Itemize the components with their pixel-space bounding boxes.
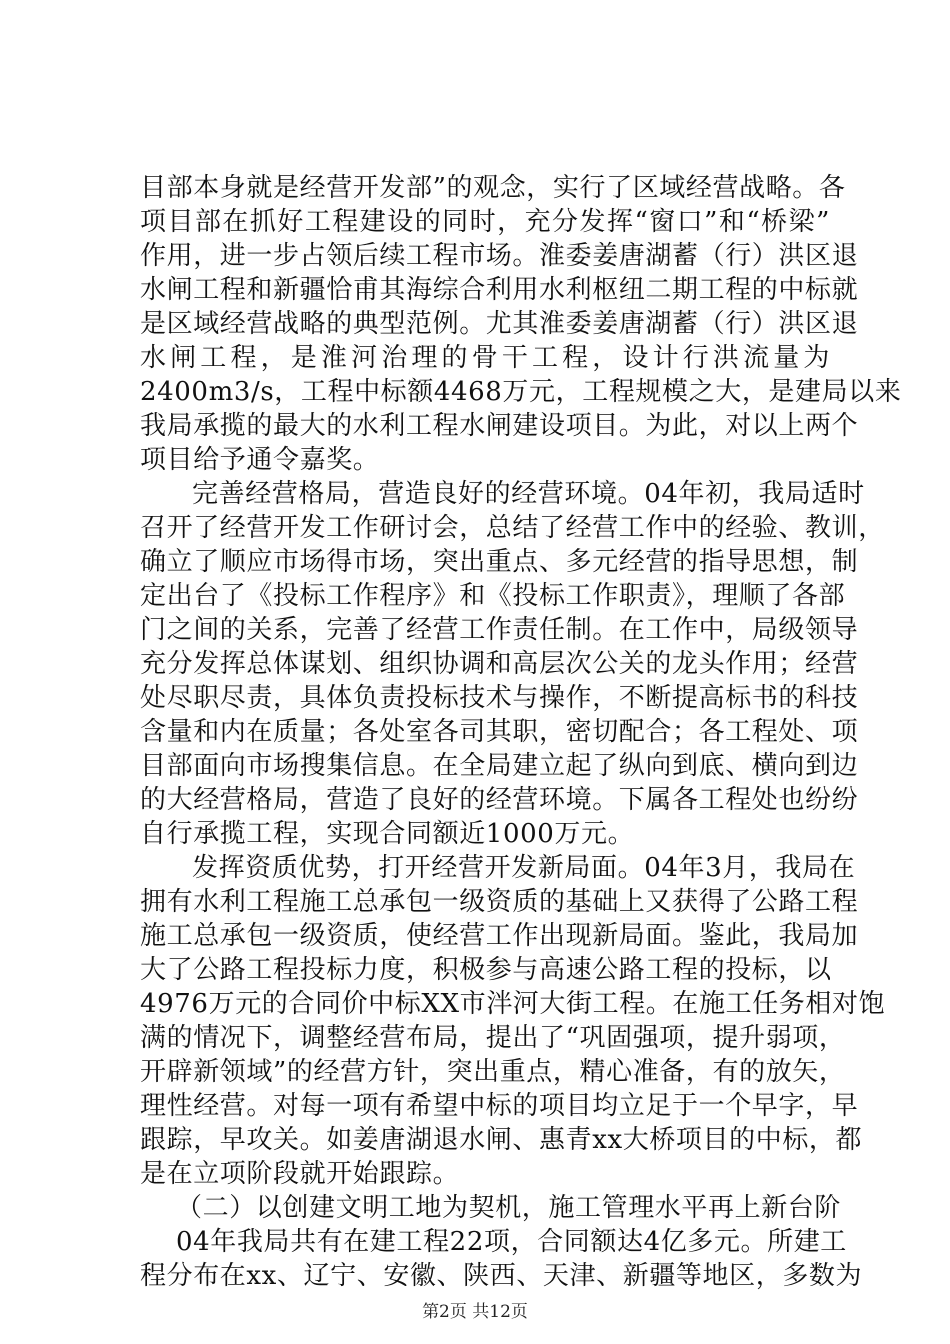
paragraph-line: 04年我局共有在建工程22项，合同额达4亿多元。所建工 <box>176 1227 847 1257</box>
paragraph-line: 自行承揽工程，实现合同额近1000万元。 <box>140 819 635 849</box>
paragraph-line: 的大经营格局，营造了良好的经营环境。下属各工程处也纷纷 <box>140 785 859 815</box>
paragraph-line: 理性经营。对每一项有希望中标的项目均立足于一个早字，早 <box>140 1091 859 1121</box>
paragraph-line: 充分发挥总体谋划、组织协调和高层次公关的龙头作用；经营 <box>140 649 859 679</box>
paragraph-line: 定出台了《投标工作程序》和《投标工作职责》，理顺了各部 <box>140 581 846 611</box>
paragraph-line: 2400m3/s，工程中标额4468万元，工程规模之大，是建局以来 <box>140 377 902 407</box>
paragraph-line: 作用，进一步占领后续工程市场。淮委姜唐湖蓄（行）洪区退 <box>140 241 859 271</box>
paragraph-line: 开辟新领域”的经营方针，突出重点，精心准备，有的放矢， <box>140 1057 846 1087</box>
paragraph-line: 门之间的关系，完善了经营工作责任制。在工作中，局级领导 <box>140 615 859 645</box>
paragraph-line: 目部面向市场搜集信息。在全局建立起了纵向到底、横向到边 <box>140 751 859 781</box>
paragraph-line: 4976万元的合同价中标XX市泮河大街工程。在施工任务相对饱 <box>140 989 886 1019</box>
paragraph-line: 发挥资质优势，打开经营开发新局面。04年3月，我局在 <box>192 853 856 883</box>
paragraph-line: 跟踪，早攻关。如姜唐湖退水闸、惠青xx大桥项目的中标，都 <box>140 1125 863 1155</box>
paragraph-line: 含量和内在质量；各处室各司其职，密切配合；各工程处、项 <box>140 717 859 747</box>
paragraph-line: 满的情况下，调整经营布局，提出了“巩固强项，提升弱项， <box>140 1023 846 1053</box>
paragraph-line: 我局承揽的最大的水利工程水闸建设项目。为此，对以上两个 <box>140 411 859 441</box>
paragraph-line: 水闸工程，是淮河治理的骨干工程，设计行洪流量为 <box>140 343 830 373</box>
paragraph-line: 召开了经营开发工作研讨会，总结了经营工作中的经验、教训， <box>140 513 885 543</box>
section-heading: （二）以创建文明工地为契机，施工管理水平再上新台阶 <box>176 1193 842 1223</box>
page-footer: 第2页 共12页 <box>422 1302 528 1322</box>
paragraph-line: 施工总承包一级资质，使经营工作出现新局面。鉴此，我局加 <box>140 921 859 951</box>
paragraph-line: 程分布在xx、辽宁、安徽、陕西、天津、新疆等地区，多数为 <box>140 1261 863 1291</box>
paragraph-line: 确立了顺应市场得市场，突出重点、多元经营的指导思想，制 <box>140 547 859 577</box>
paragraph-line: 项目部在抓好工程建设的同时，充分发挥“窗口”和“桥梁” <box>140 207 830 237</box>
paragraph-line: 项目给予通令嘉奖。 <box>140 445 380 475</box>
paragraph-line: 拥有水利工程施工总承包一级资质的基础上又获得了公路工程 <box>140 887 859 917</box>
paragraph-line: 是在立项阶段就开始跟踪。 <box>140 1159 460 1189</box>
paragraph-line: 是区域经营战略的典型范例。尤其淮委姜唐湖蓄（行）洪区退 <box>140 309 859 339</box>
paragraph-line: 大了公路工程投标力度，积极参与高速公路工程的投标，以 <box>140 955 832 985</box>
paragraph-line: 完善经营格局，营造良好的经营环境。04年初，我局适时 <box>192 479 865 509</box>
paragraph-line: 目部本身就是经营开发部”的观念，实行了区域经营战略。各 <box>140 173 846 203</box>
paragraph-line: 处尽职尽责，具体负责投标技术与操作，不断提高标书的科技 <box>140 683 859 713</box>
paragraph-line: 水闸工程和新疆恰甫其海综合利用水利枢纽二期工程的中标就 <box>140 275 859 305</box>
